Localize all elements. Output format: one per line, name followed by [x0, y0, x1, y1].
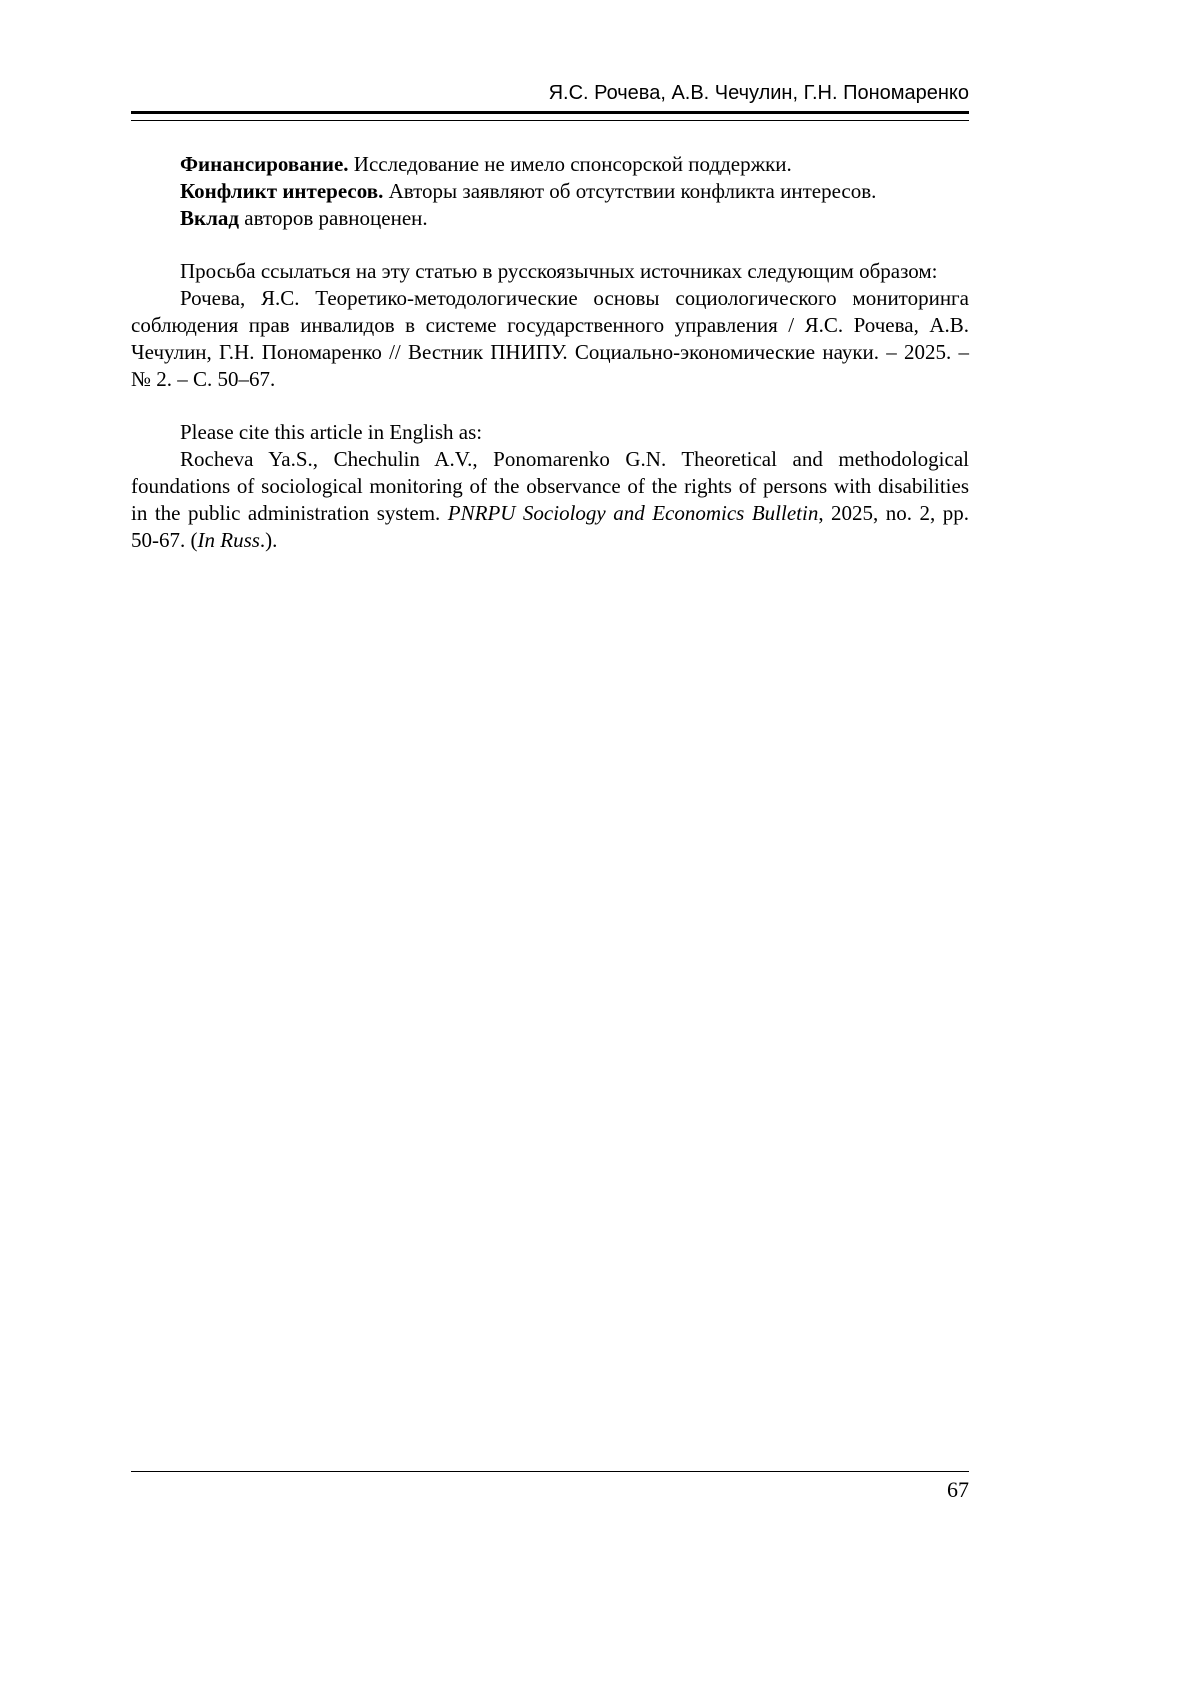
contribution-label: Вклад: [180, 206, 240, 230]
citation-en-part2: , 2025, no. 2, pp. 50-67. (: [131, 501, 970, 552]
citation-en-journal: PNRPU Sociology and Economics Bulletin: [447, 501, 819, 525]
spacer: [131, 232, 969, 258]
conflict-label: Конфликт интересов.: [180, 179, 384, 203]
spacer: [131, 393, 969, 419]
header-rule-thick: [131, 111, 969, 114]
citation-en-part1: Rocheva Ya.S., Chechulin A.V., Ponomarenko G.N. Theoretical and methodological foundations of sociological monitoring of the observance of the rights of persons with disabilities in the public administration system.: [131, 447, 969, 525]
contribution-text: авторов равноценен.: [239, 206, 428, 230]
contribution-statement: [131, 205, 969, 232]
citation-en-text: [131, 446, 969, 554]
funding-statement: [131, 151, 969, 178]
citation-en-in-russ: In Russ: [197, 528, 260, 552]
funding-label: Финансирование.: [180, 152, 349, 176]
page-content: [131, 0, 969, 554]
citation-ru-intro: Просьба ссылаться на эту статью в русскоязычных источниках следующим образом:: [180, 259, 938, 283]
header-rule-thin: [131, 120, 969, 121]
article-back-matter: [131, 151, 969, 554]
citation-ru-text: Рочева, Я.С. Теоретико-методологические основы социологического мониторинга соблюдения прав инвалидов в системе государственного управления / Я.С. Рочева, А.В. Чечулин, Г.Н. Пономаренко // Вестник ПНИПУ. Социально-экономические науки. – 2025. – № 2. – С. 50–67.: [131, 286, 969, 391]
conflict-statement: [131, 178, 969, 205]
conflict-text: Авторы заявляют об отсутствии конфликта интересов.: [383, 179, 877, 203]
funding-text: Исследование не имело спонсорской поддержки.: [348, 152, 792, 176]
footer-rule: [131, 1471, 969, 1472]
citation-en-part3: .).: [259, 528, 278, 552]
page-number: 67: [947, 1477, 969, 1502]
running-head-authors: Я.С. Рочева, А.В. Чечулин, Г.Н. Пономаренко: [548, 82, 969, 104]
citation-en-intro: Please cite this article in English as:: [180, 420, 483, 444]
